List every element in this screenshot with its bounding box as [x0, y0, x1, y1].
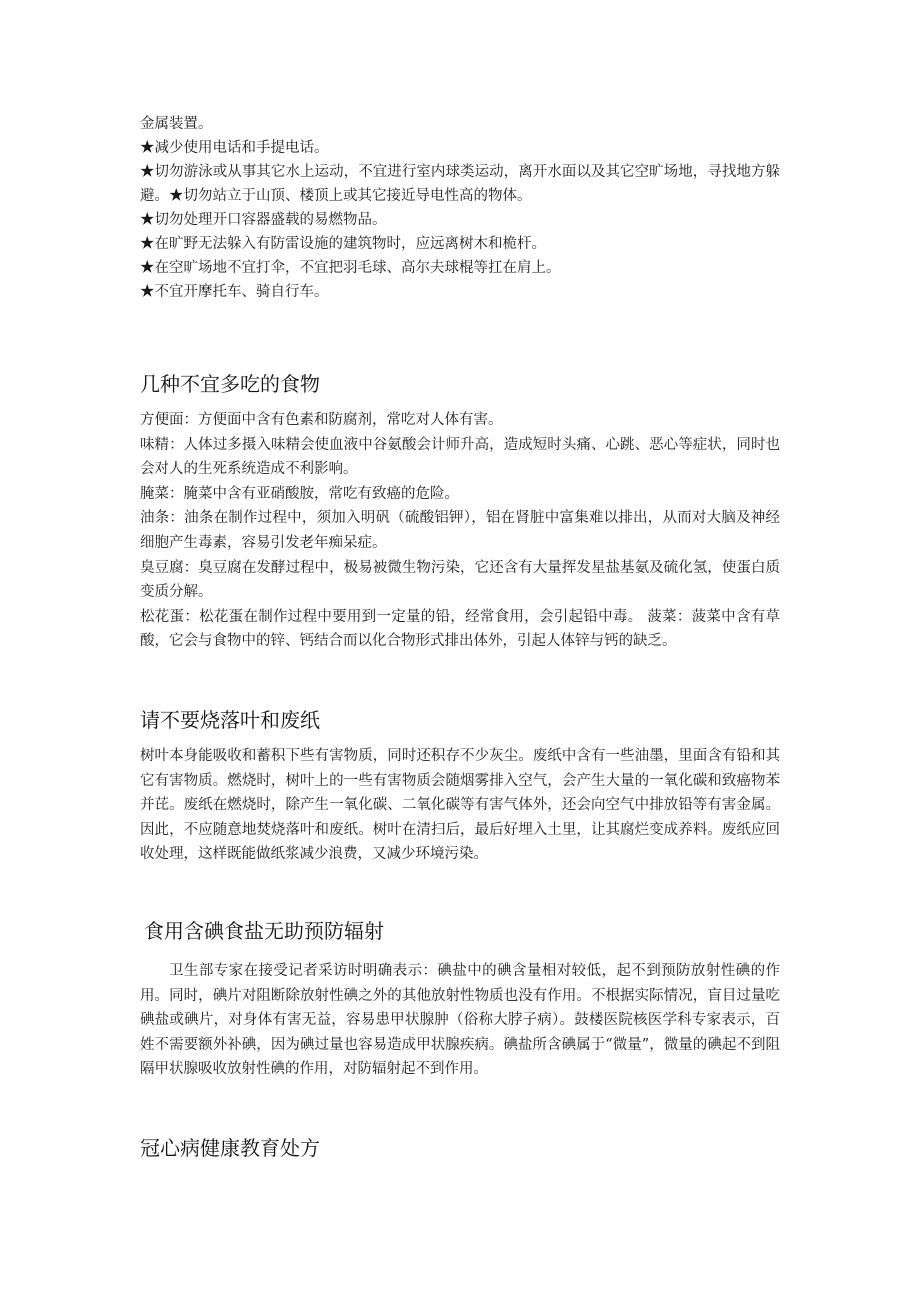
- iodine-paragraph: 卫生部专家在接受记者采访时明确表示：碘盐中的碘含量相对较低，起不到预防放射性碘的作用。同时，碘片对阻断除放射性碘之外的其他放射性物质也没有作用。不根据实际情况，盲目过量吃碘盐或碘片，对身体有害无益，容易患甲状腺肿（俗称大脖子病）。鼓楼医院核医学科专家表示，百姓不需要额外补碘，因为碘过量也容易造成甲状腺疾病。碘盐所含碘属于“微量”，微量的碘起不到阻隔甲状腺吸收放射性碘的作用，对防辐射起不到作用。: [140, 962, 780, 1078]
- food-paragraph-2: 腌菜：腌菜中含有亚硝酸胺，常吃有致癌的危险。: [140, 485, 459, 502]
- heart-section: [140, 1134, 780, 1162]
- food-paragraph-4: 臭豆腐：臭豆腐在发酵过程中，极易被微生物污染，它还含有大量挥发星盐基氨及硫化氢，使蛋白质变质分解。: [140, 559, 780, 601]
- iodine-heading: 食用含碘食盐无助预防辐射: [144, 918, 384, 943]
- heart-heading: 冠心病健康教育处方: [140, 1135, 320, 1160]
- food-heading: 几种不宜多吃的食物: [140, 372, 320, 396]
- food-paragraph-5: 松花蛋：松花蛋在制作过程中要用到一定量的铅，经常食用，会引起铅中毒。 菠菜：菠菜中含有草酸，它会与食物中的锌、钙结合而以化合物形式排出体外，引起人体锌与钙的缺乏。: [140, 608, 780, 650]
- iodine-section: [140, 917, 780, 1082]
- safety-line-4: ★在旷野无法躲入有防雷设施的建筑物时，应远离树木和桅杆。: [140, 236, 546, 252]
- document-page: [140, 112, 780, 1162]
- food-section: [140, 370, 780, 654]
- food-paragraph-1: 味精：人体过多摄入味精会使血液中谷氨酸会计师升高，造成短时头痛、心跳、恶心等症状，同时也会对人的生死系统造成不利影响。: [140, 436, 780, 478]
- safety-line-1: ★减少使用电话和手提电话。: [140, 140, 329, 156]
- leaves-paragraph: 树叶本身能吸收和蓄积下些有害物质，同时还积存不少灰尘。废纸中含有一些油墨，里面含有铅和其它有害物质。燃烧时，树叶上的一些有害物质会随烟雾排入空气，会产生大量的一氧化碳和致癌物苯并芘。废纸在燃烧时，除产生一氧化碳、二氧化碳等有害气体外，还会向空气中排放铅等有害金属。因此，不应随意地焚烧落叶和废纸。树叶在清扫后，最后好埋入土里，让其腐烂变成养料。废纸应回收处理，这样既能做纸浆减少浪费，又减少环境污染。: [140, 747, 780, 863]
- leaves-section: [140, 706, 780, 867]
- food-paragraph-0: 方便面：方便面中含有色素和防腐剂，常吃对人体有害。: [140, 412, 503, 428]
- safety-line-3: ★切勿处理开口容器盛载的易燃物品。: [140, 212, 387, 228]
- safety-line-6: ★不宜开摩托车、骑自行车。: [140, 284, 329, 300]
- safety-line-0: 金属装置。: [140, 116, 213, 132]
- lightning-safety-section: [140, 112, 780, 304]
- safety-line-5: ★在空旷场地不宜打伞，不宜把羽毛球、高尔夫球棍等扛在肩上。: [140, 260, 561, 276]
- food-paragraph-3: 油条：油条在制作过程中，须加入明矾（硫酸铝钾），铝在肾脏中富集难以排出，从而对大脑及神经细胞产生毒素，容易引发老年痴呆症。: [140, 510, 780, 551]
- safety-line-2: ★切勿游泳或从事其它水上运动，不宜进行室内球类运动，离开水面以及其它空旷场地，寻找地方躲避。★切勿站立于山顶、楼顶上或其它接近导电性高的物体。: [140, 164, 780, 204]
- leaves-heading: 请不要烧落叶和废纸: [140, 707, 320, 732]
